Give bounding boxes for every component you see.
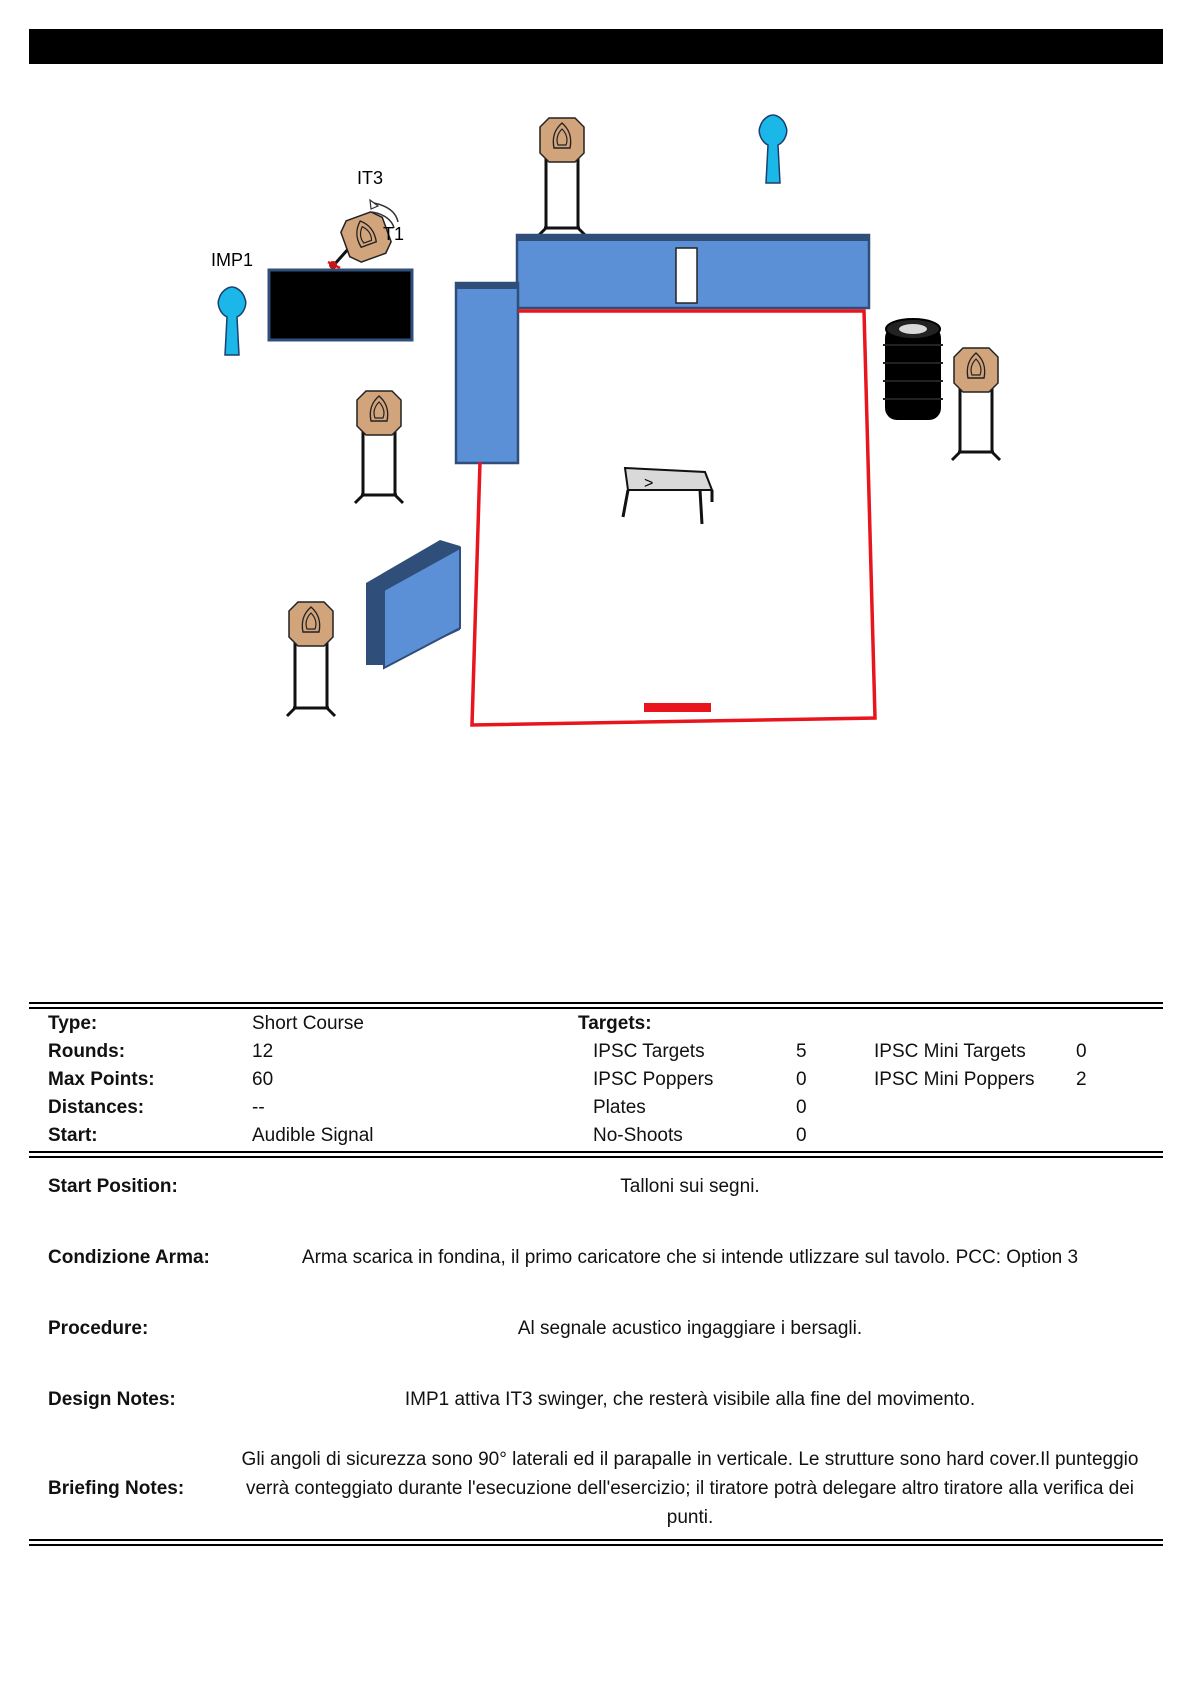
mini-target-count: 0 bbox=[1076, 1041, 1087, 1062]
target-name: No-Shoots bbox=[593, 1125, 683, 1146]
mini-popper-top bbox=[759, 115, 786, 183]
type-label: Type: bbox=[48, 1013, 98, 1034]
target-name: Plates bbox=[593, 1097, 646, 1118]
procedure-text: Al segnale acustico ingaggiare i bersagli. bbox=[517, 1318, 863, 1339]
label-it1: T1 bbox=[383, 224, 405, 244]
target-count: 0 bbox=[796, 1097, 807, 1118]
start-mark bbox=[644, 703, 711, 712]
design-notes-text: IMP1 attiva IT3 swinger, che resterà visibile alla fine del movimento. bbox=[404, 1389, 976, 1410]
mini-target-name: IPSC Mini Targets bbox=[874, 1041, 1026, 1062]
distances-label: Distances: bbox=[48, 1097, 145, 1118]
blue-wall-angled bbox=[366, 540, 460, 668]
mini-popper-imp1 bbox=[218, 287, 245, 355]
table-bottom-rule-2 bbox=[29, 1544, 1163, 1546]
condizione-arma-text: Arma scarica in fondina, il primo caricatore che si intende utlizzare sul tavolo. PCC: Option 3 bbox=[301, 1247, 1079, 1268]
mini-target-count: 2 bbox=[1076, 1069, 1087, 1090]
table-mid-rule-2 bbox=[29, 1156, 1163, 1158]
label-imp1: IMP1 bbox=[211, 250, 254, 270]
target-name: IPSC Targets bbox=[593, 1041, 705, 1062]
start-position-label: Start Position: bbox=[48, 1176, 178, 1197]
max-points-label: Max Points: bbox=[48, 1069, 155, 1090]
ipsc-target-right bbox=[952, 348, 1000, 460]
table-mid-rule-1 bbox=[29, 1151, 1163, 1153]
briefing-notes-label: Briefing Notes: bbox=[48, 1478, 185, 1499]
black-wall bbox=[269, 270, 412, 340]
blue-wall-left bbox=[456, 283, 518, 463]
type-value: Short Course bbox=[252, 1013, 364, 1034]
start-label: Start: bbox=[48, 1125, 98, 1146]
target-count: 5 bbox=[796, 1041, 807, 1062]
targets-title: Targets: bbox=[578, 1013, 652, 1034]
target-count: 0 bbox=[796, 1125, 807, 1146]
fault-line bbox=[472, 311, 875, 725]
table-top-rule-2 bbox=[29, 1007, 1163, 1009]
start-position-text: Talloni sui segni. bbox=[620, 1176, 760, 1197]
table-top-rule-1 bbox=[29, 1002, 1163, 1004]
stage-info-table bbox=[48, 1010, 1158, 1150]
condizione-arma-label: Condizione Arma: bbox=[48, 1247, 210, 1268]
briefing-notes-text: Gli angoli di sicurezza sono 90° laterali ed il parapalle in verticale. Le strutture sono hard cover.Il punteggio verrà conteggiato durante l'esecuzione dell'esercizio; il tiratore potrà delegare altro tiratore alla verifica dei punti. bbox=[241, 1449, 1139, 1528]
blue-wall-top bbox=[517, 235, 869, 308]
start-value: Audible Signal bbox=[252, 1125, 374, 1146]
ipsc-target-left-mid bbox=[355, 391, 403, 503]
target-name: IPSC Poppers bbox=[593, 1069, 714, 1090]
label-it3: IT3 bbox=[357, 168, 384, 188]
tires bbox=[883, 319, 943, 420]
rounds-value: 12 bbox=[252, 1041, 274, 1062]
ipsc-target-bottom-left bbox=[287, 602, 335, 716]
table bbox=[623, 468, 712, 524]
rounds-label: Rounds: bbox=[48, 1041, 126, 1062]
mini-target-name: IPSC Mini Poppers bbox=[874, 1069, 1035, 1090]
procedure-label: Procedure: bbox=[48, 1318, 149, 1339]
max-points-value: 60 bbox=[252, 1069, 274, 1090]
design-notes-label: Design Notes: bbox=[48, 1389, 176, 1410]
distances-value: -- bbox=[252, 1097, 265, 1118]
target-count: 0 bbox=[796, 1069, 807, 1090]
table-bottom-rule-1 bbox=[29, 1539, 1163, 1541]
ipsc-target-top bbox=[538, 118, 586, 236]
wall-port bbox=[676, 248, 697, 303]
table-arrow: > bbox=[644, 475, 654, 492]
